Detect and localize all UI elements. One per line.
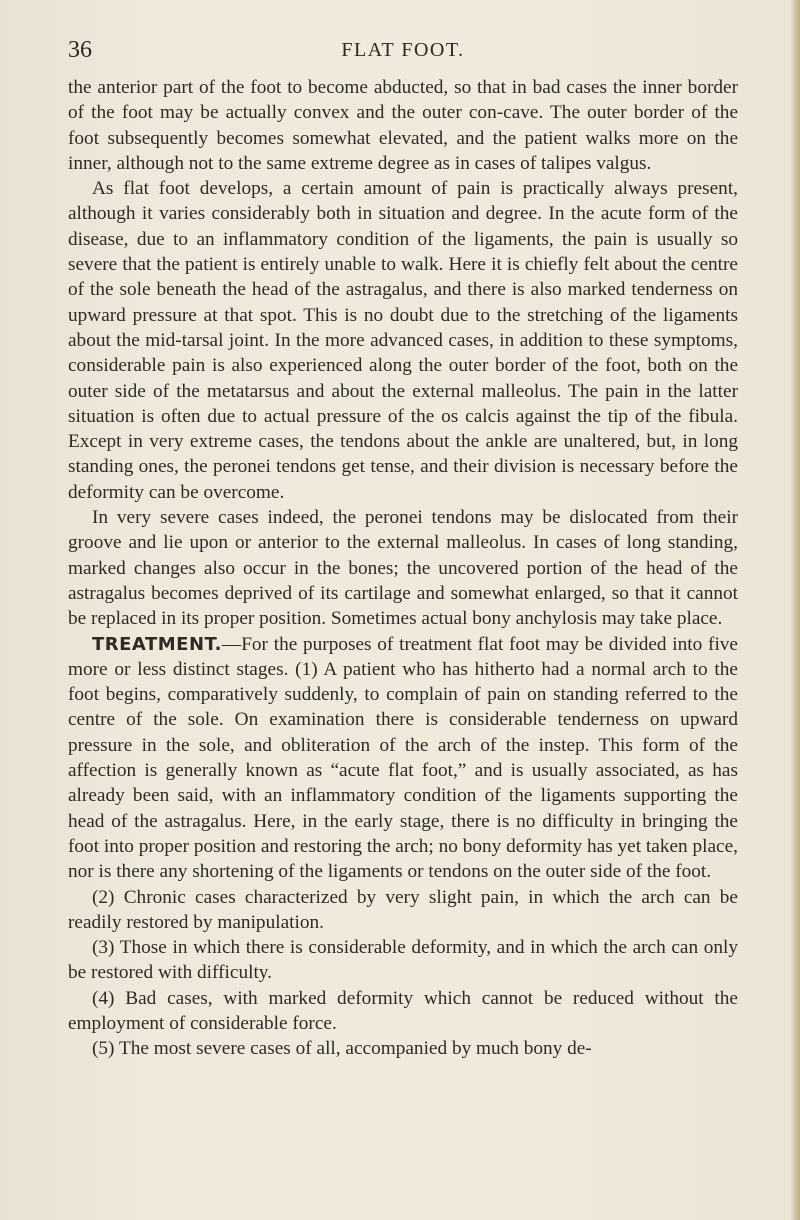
paragraph: the anterior part of the foot to become abducted, so that in bad cases the inner border of the foot may be actually convex and the outer con-cave. The outer border of the foot subsequently becomes somewhat elevated, and the patient walks more on the inner, although not to the same extreme degree as in cases of talipes valgus. xyxy=(68,77,738,174)
paragraph: In very severe cases indeed, the peronei tendons may be dislocated from their groove and lie upon or anterior to the external malleolus. In cases of long standing, marked changes also occur in the bones; the uncovered portion of the head of the astragalus becomes deprived of its cartilage and somewhat enlarged, so that it cannot be replaced in its proper position. Sometimes actual bony anchylosis may take place. xyxy=(68,507,738,630)
page-number: 36 xyxy=(68,37,92,63)
paragraph: (3) Those in which there is considerable deformity, and in which the arch can only be restored with difficulty. xyxy=(68,937,738,984)
paragraph: (5) The most severe cases of all, accompanied by much bony de- xyxy=(92,1038,592,1060)
paragraph: (4) Bad cases, with marked deformity which cannot be reduced without the employment of considerable force. xyxy=(68,987,738,1034)
paragraph xyxy=(68,632,738,885)
page-edge-shadow xyxy=(790,0,800,1220)
paragraph: As flat foot develops, a certain amount of pain is practically always present, although it varies considerably both in situation and degree. In the acute form of the disease, due to an inflammatory condition of the ligaments, the pain is usually so severe that the patient is entirely unable to walk. Here it is chiefly felt about the centre of the sole beneath the head of the astragalus, and there is also marked tenderness on upward pressure at that spot. This is no doubt due to the stretching of the ligaments about the mid-tarsal joint. In the more advanced cases, in addition to these symptoms, considerable pain is also experienced along the outer border of the foot, both on the outer side of the metatarsus and about the external malleolus. The pain in the latter situation is often due to actual pressure of the os calcis against the tip of the fibula. Except in very extreme cases, the tendons about the ankle are unaltered, but, in long standing ones, the peronei tendons get tense, and their division is necessary before the deformity can be overcome. xyxy=(68,178,738,503)
paragraph-text: —For the purposes of treatment flat foot may be divided into five more or less distinct stages. (1) A patient who has hitherto had a normal arch to the foot begins, comparatively suddenly, to complain of pain on standing referred to the centre of the sole. On examination there is considerable tenderness on upward pressure in the sole, and obliteration of the arch of the instep. This form of the affection is generally known as “acute flat foot,” and is usually associated, as has already been said, with an inflammatory condition of the ligaments supporting the head of the astragalus. Here, in the early stage, there is no difficulty in bringing the foot into proper position and restoring the arch; no bony deformity has yet taken place, nor is there any shortening of the ligaments or tendons on the outer side of the foot. xyxy=(68,633,738,883)
body-text xyxy=(68,75,738,1062)
page-header xyxy=(68,36,738,64)
running-head: FLAT FOOT. xyxy=(341,39,465,61)
section-heading: TREATMENT. xyxy=(92,633,222,655)
paragraph: (2) Chronic cases characterized by very slight pain, in which the arch can be readily restored by manipulation. xyxy=(68,886,738,933)
